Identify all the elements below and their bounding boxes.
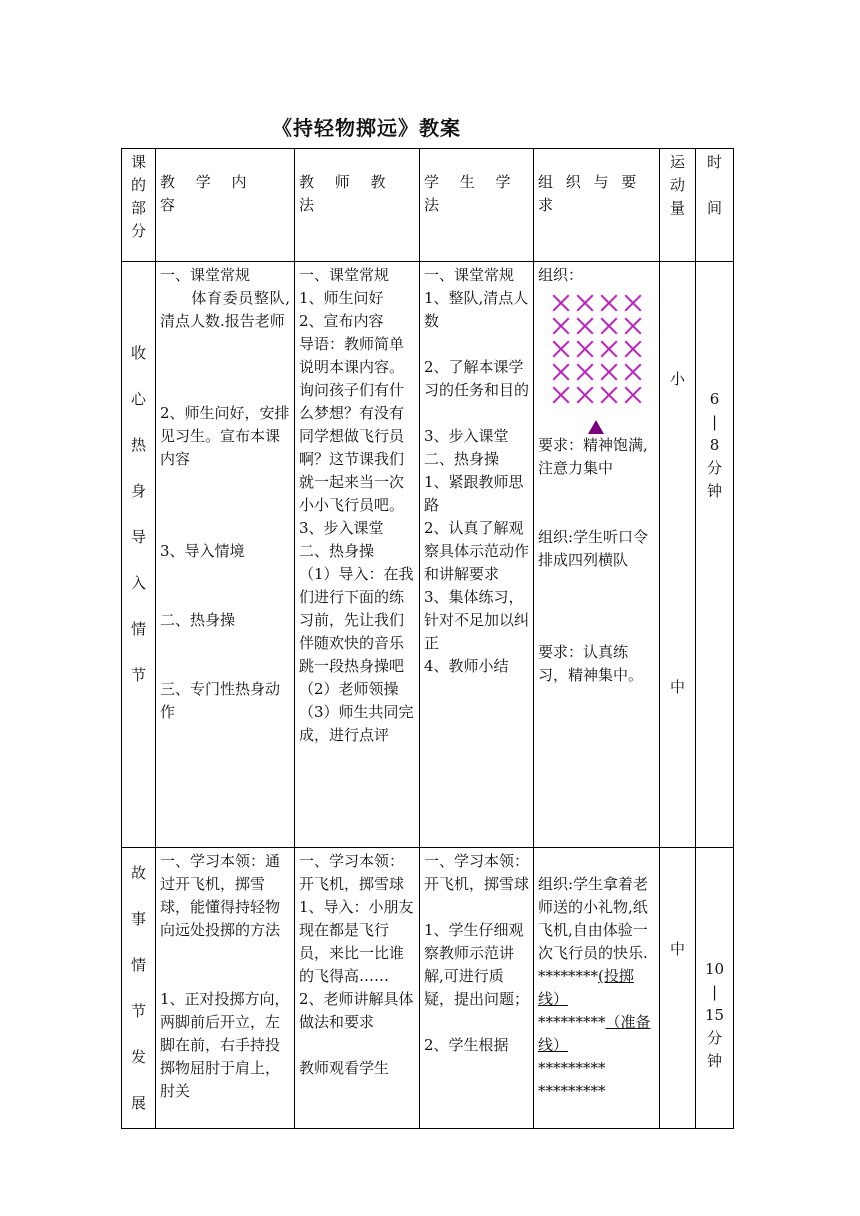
teacher-line: 1、导入：小朋友现在都是飞行员，来比一比谁的飞得高…… xyxy=(299,898,414,985)
organize-label: 组织： xyxy=(538,266,584,284)
load-value: 小 xyxy=(669,370,685,388)
formation-row xyxy=(552,383,655,406)
teacher-line: 2、老师讲解具体做法和要求 xyxy=(299,990,414,1031)
teacher-line: （2）老师领操 xyxy=(299,680,399,698)
student-line: 4、教师小结 xyxy=(424,657,509,675)
header-organize: 组 织 与 要 求 xyxy=(534,149,660,262)
student-cross-icon xyxy=(624,340,642,358)
throw-line-label: ********(投掷线） xyxy=(538,967,634,1008)
formation-row xyxy=(552,337,655,360)
section-part-warmup: 收 心 热 身 导 入 情 节 xyxy=(122,262,156,848)
student-cross-icon xyxy=(552,317,570,335)
teacher-position-icon xyxy=(588,420,604,434)
content-warmup xyxy=(156,262,295,848)
header-time: 时 间 xyxy=(696,149,734,262)
load-warmup xyxy=(660,262,696,848)
header-load: 运 动 量 xyxy=(660,149,696,262)
student-cross-icon xyxy=(600,294,618,312)
teacher-line: 3、步入课堂 xyxy=(299,519,384,537)
student-cross-icon xyxy=(624,386,642,404)
formation-row xyxy=(552,291,655,314)
header-part: 课 的 部 分 xyxy=(122,149,156,262)
student-cross-icon xyxy=(600,386,618,404)
student-cross-icon xyxy=(624,363,642,381)
time-warmup: 6 | 8 分 钟 xyxy=(696,262,734,848)
formation-row xyxy=(552,314,655,337)
student-cross-icon xyxy=(552,294,570,312)
student-cross-icon xyxy=(576,363,594,381)
load-value: 中 xyxy=(669,940,685,958)
teacher-line: 二、热身操 xyxy=(299,542,375,560)
organize-requirement: 要求：认真练习，精神集中。 xyxy=(538,643,644,684)
content-line: 2、师生问好，安排见习生。宣布本课内容 xyxy=(160,404,290,468)
student-line: 1、学生仔细观察教师示范讲解,可进行质疑，提出问题； xyxy=(424,921,530,1008)
student-cross-icon xyxy=(600,340,618,358)
organize-line: 组织:学生拿着老师送的小礼物,纸飞机,自由体验一次飞行员的快乐. xyxy=(538,875,649,962)
student-cross-icon xyxy=(576,386,594,404)
organize-line: 组织:学生听口令排成四列横队 xyxy=(538,528,649,569)
student-line: 1、整队,清点人数 xyxy=(424,289,529,330)
section-row-warmup xyxy=(122,262,734,848)
student-cross-icon xyxy=(576,294,594,312)
header-teacher: 教 师 教 法 xyxy=(295,149,420,262)
teacher-line: 一、课堂常规 xyxy=(299,266,390,284)
load-story xyxy=(660,848,696,1129)
organize-story xyxy=(534,848,660,1129)
organize-warmup xyxy=(534,262,660,848)
ready-line-label: *********（准备线） xyxy=(538,1013,651,1054)
student-cross-icon xyxy=(624,294,642,312)
section-row-story xyxy=(122,848,734,1129)
student-cross-icon xyxy=(552,386,570,404)
formation-row xyxy=(552,360,655,383)
content-line: 体育委员整队,清点人数.报告老师 xyxy=(160,289,290,330)
student-line: 3、步入课堂 xyxy=(424,427,509,445)
content-line: 二、热身操 xyxy=(160,611,236,629)
student-line: 开飞机，掷雪球 xyxy=(424,875,530,893)
teacher-line: 教师观看学生 xyxy=(299,1059,390,1077)
time-story: 10 | 15 分 钟 xyxy=(696,848,734,1129)
student-cross-icon xyxy=(576,340,594,358)
student-line: 2、认真了解观察具体示范动作和讲解要求 xyxy=(424,519,530,583)
student-line: 3、集体练习，针对不足加以纠正 xyxy=(424,588,530,652)
student-cross-icon xyxy=(600,317,618,335)
student-cross-icon xyxy=(600,363,618,381)
content-line: 3、导入情境 xyxy=(160,542,245,560)
student-line: 1、紧跟教师思路 xyxy=(424,473,524,514)
student-method-warmup xyxy=(420,262,534,848)
student-method-story xyxy=(420,848,534,1129)
content-line: 三、专门性热身动作 xyxy=(160,680,281,721)
teacher-line: 1、师生问好 xyxy=(299,289,384,307)
section-part-story: 故 事 情 节 发 展 xyxy=(122,848,156,1129)
lesson-plan-table xyxy=(121,148,734,1129)
student-cross-icon xyxy=(576,317,594,335)
student-line: 一、学习本领： xyxy=(424,852,530,870)
student-line: 2、学生根据 xyxy=(424,1036,509,1054)
header-student: 学 生 学 法 xyxy=(420,149,534,262)
content-line: 一、学习本领：通过开飞机，掷雪球，能懂得持轻物向远处投掷的方法 xyxy=(160,852,281,939)
student-cross-icon xyxy=(552,363,570,381)
teacher-method-warmup xyxy=(295,262,420,848)
teacher-line: 2、宣布内容 xyxy=(299,312,384,330)
teacher-line: 一、学习本领：开飞机，掷雪球 xyxy=(299,852,405,893)
load-value: 中 xyxy=(669,678,685,696)
content-line: 一、课堂常规 xyxy=(160,266,251,284)
formation-row: ********* xyxy=(538,1059,606,1077)
header-row xyxy=(122,149,734,262)
student-cross-icon xyxy=(552,340,570,358)
student-formation xyxy=(552,291,655,406)
student-cross-icon xyxy=(624,317,642,335)
teacher-line: （1）导入：在我们进行下面的练习前，先让我们伴随欢快的音乐跳一段热身操吧 xyxy=(299,565,414,675)
student-line: 2、了解本课学习的任务和目的 xyxy=(424,358,530,399)
header-content: 教 学 内 容 xyxy=(156,149,295,262)
student-line: 一、课堂常规 xyxy=(424,266,515,284)
teacher-method-story xyxy=(295,848,420,1129)
content-line: 1、正对投掷方向，两脚前后开立，左脚在前，右手持投掷物屈肘于肩上，肘关 xyxy=(160,990,290,1100)
teacher-line: 导语：教师简单说明本课内容。询问孩子们有什么梦想？有没有同学想做飞行员啊？这节课我们就一起来当一次小小飞行员吧。 xyxy=(299,335,405,514)
teacher-line: （3）师生共同完成，进行点评 xyxy=(299,703,414,744)
content-story xyxy=(156,848,295,1129)
formation-row: ********* xyxy=(538,1082,606,1100)
student-line: 二、热身操 xyxy=(424,450,500,468)
organize-requirement: 要求：精神饱满,注意力集中 xyxy=(538,436,648,477)
document-title: 《持轻物掷远》教案 xyxy=(272,116,461,140)
